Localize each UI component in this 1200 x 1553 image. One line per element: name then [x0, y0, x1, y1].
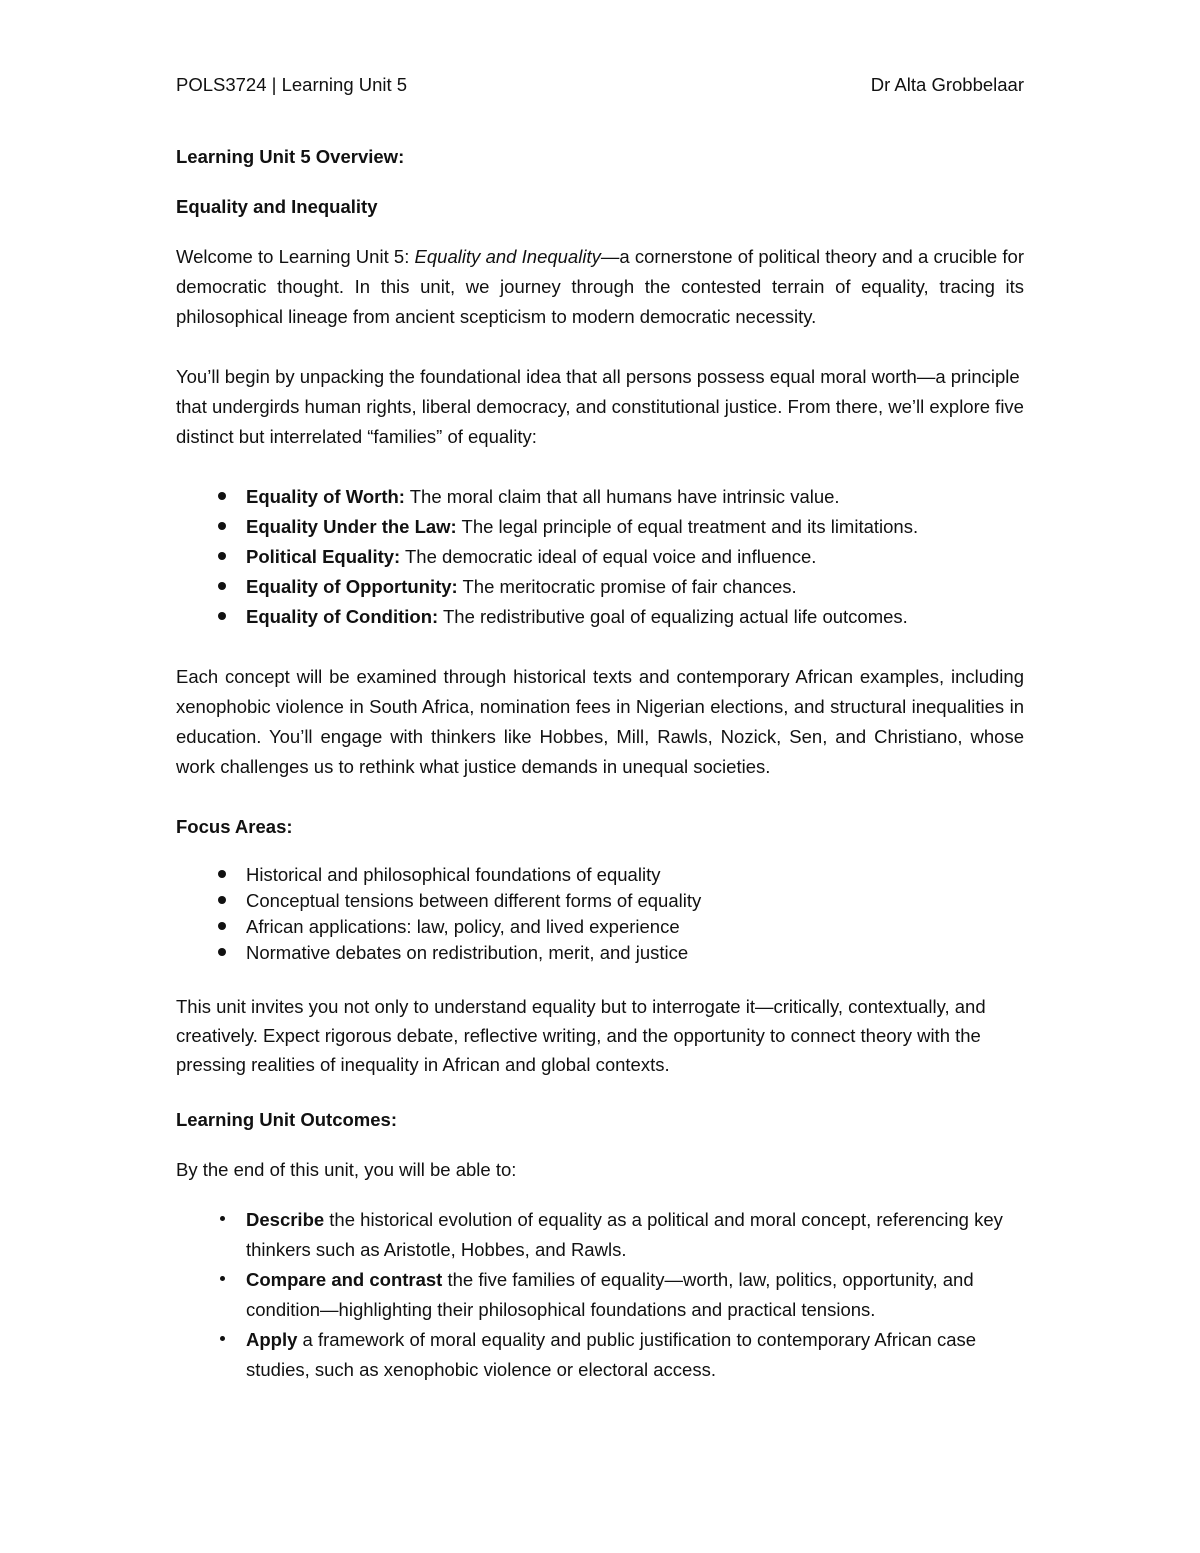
focus-area-text: Conceptual tensions between different forms of equality	[246, 890, 702, 911]
family-description: The meritocratic promise of fair chances.	[457, 576, 797, 597]
family-description: The moral claim that all humans have intrinsic value.	[404, 486, 840, 507]
family-description: The democratic ideal of equal voice and influence.	[400, 546, 817, 567]
outcomes-heading: Learning Unit Outcomes:	[176, 1109, 397, 1130]
concept-paragraph: Each concept will be examined through historical texts and contemporary African examples, including xenophobic violence in South Africa, nomination fees in Nigerian elections, and structural inequalities in education. You’ll engage with thinkers like Hobbes, Mill, Rawls, Nozick, Sen, and Christiano, whose work challenges us to rethink what justice demands in unequal societies.	[176, 666, 1024, 777]
bullet-icon	[212, 862, 232, 888]
bullet-icon	[212, 482, 232, 512]
family-term: Political Equality:	[246, 546, 401, 567]
list-item	[176, 512, 1024, 542]
header-course-unit: POLS3724 | Learning Unit 5	[176, 74, 408, 95]
outcome-verb: Describe	[246, 1209, 325, 1230]
outcome-text: the historical evolution of equality as a political and moral concept, referencing key thinkers such as Aristotle, Hobbes, and Rawls.	[246, 1209, 1003, 1260]
list-item	[176, 602, 1024, 632]
invite-paragraph: This unit invites you not only to understand equality but to interrogate it—critically, contextually, and creatively. Expect rigorous debate, reflective writing, and the opportunity to connect theory with the pressing realities of inequality in African and global contexts.	[176, 996, 986, 1075]
bullet-icon	[212, 512, 232, 542]
overview-heading: Learning Unit 5 Overview:	[176, 146, 405, 167]
bullet-icon	[212, 888, 232, 914]
unit-title: Equality and Inequality	[176, 196, 378, 217]
focus-heading: Focus Areas:	[176, 816, 293, 837]
family-term: Equality Under the Law:	[246, 516, 457, 537]
families-list	[176, 482, 1024, 632]
list-item	[176, 914, 1024, 940]
list-item	[176, 1265, 1024, 1325]
outcome-verb: Compare and contrast	[246, 1269, 443, 1290]
focus-area-text: African applications: law, policy, and lived experience	[246, 916, 680, 937]
intro-paragraph	[176, 242, 1024, 332]
intro-italic-title: Equality and Inequality	[414, 246, 601, 267]
outcome-verb: Apply	[246, 1329, 298, 1350]
bullet-icon	[212, 1205, 232, 1235]
document-body	[176, 142, 1024, 1385]
list-item	[176, 940, 1024, 966]
focus-area-text: Historical and philosophical foundations of equality	[246, 864, 661, 885]
list-item	[176, 1325, 1024, 1385]
bullet-icon	[212, 602, 232, 632]
begin-paragraph: You’ll begin by unpacking the foundational idea that all persons possess equal moral worth—a principle that undergirds human rights, liberal democracy, and constitutional justice. From there, we’ll explore five distinct but interrelated “families” of equality:	[176, 366, 1024, 447]
family-term: Equality of Condition:	[246, 606, 439, 627]
list-item	[176, 1205, 1024, 1265]
bullet-icon	[212, 1265, 232, 1295]
intro-text-rest: —a cornerstone of political theory and a crucible for democratic thought. In this unit, we journey through the contested terrain of equality, tracing its philosophical lineage from ancient scepticism to modern democratic necessity.	[176, 246, 1024, 327]
family-term: Equality of Opportunity:	[246, 576, 458, 597]
outcome-text: a framework of moral equality and public justification to contemporary African case studies, such as xenophobic violence or electoral access.	[246, 1329, 977, 1380]
outcomes-intro: By the end of this unit, you will be able to:	[176, 1159, 517, 1180]
list-item	[176, 542, 1024, 572]
bullet-icon	[212, 940, 232, 966]
intro-text-start: Welcome to Learning Unit 5:	[176, 246, 415, 267]
list-item	[176, 572, 1024, 602]
family-term: Equality of Worth:	[246, 486, 405, 507]
outcomes-list	[176, 1205, 1024, 1385]
bullet-icon	[212, 1325, 232, 1355]
list-item	[176, 888, 1024, 914]
focus-area-text: Normative debates on redistribution, merit, and justice	[246, 942, 689, 963]
list-item	[176, 862, 1024, 888]
outcome-text: the five families of equality—worth, law, politics, opportunity, and condition—highlighting their philosophical foundations and practical tensions.	[246, 1269, 974, 1320]
bullet-icon	[212, 542, 232, 572]
header-author: Dr Alta Grobbelaar	[870, 74, 1024, 95]
bullet-icon	[212, 914, 232, 940]
focus-areas-list	[176, 862, 1024, 966]
family-description: The legal principle of equal treatment and its limitations.	[456, 516, 919, 537]
family-description: The redistributive goal of equalizing actual life outcomes.	[438, 606, 908, 627]
list-item	[176, 482, 1024, 512]
bullet-icon	[212, 572, 232, 602]
